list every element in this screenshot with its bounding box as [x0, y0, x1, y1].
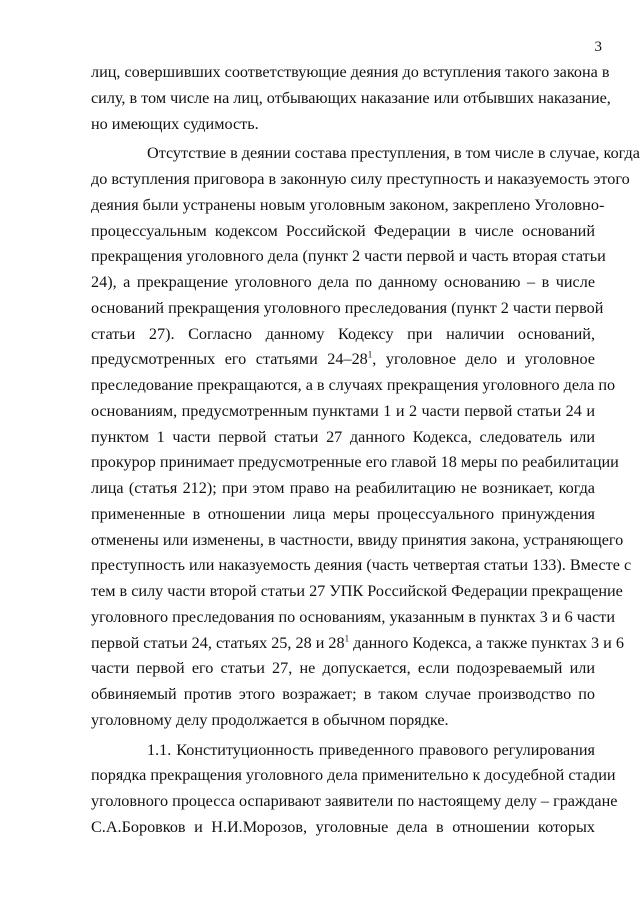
- text-fragment: , уголовное дело и уголовное: [372, 350, 595, 369]
- text-line: преступность или наказуемость деяния (часть четвертая статьи 133). Вместе с: [91, 556, 632, 575]
- text-line: части первой его статьи 27, не допускается, если подозреваемый или: [91, 659, 595, 678]
- text-line: уголовному делу продолжается в обычном порядке.: [91, 710, 449, 729]
- text-line: отменены или изменены, в частности, ввиду принятия закона, устраняющего: [91, 530, 624, 549]
- text-line: уголовного процесса оспаривают заявители по настоящему делу – граждане: [91, 792, 618, 810]
- superscript: 1: [367, 349, 373, 360]
- text-line: до вступления приговора в законную силу преступность и наказуемость этого: [91, 170, 630, 188]
- text-fragment: предусмотренных его статьями 24–28: [91, 350, 368, 369]
- text-line: преследование прекращаются, а в случаях прекращения уголовного дела по: [91, 376, 616, 394]
- document-body: [91, 60, 640, 841]
- text-line: С.А.Боровков и Н.И.Морозов, уголовные дела в отношении которых: [91, 817, 595, 836]
- text-line: оснований прекращения уголовного преследования (пункт 2 части первой: [91, 298, 604, 317]
- text-line: лиц, совершивших соответствующие деяния до вступления такого закона в: [91, 63, 610, 81]
- text-line: процессуальным кодексом Российской Федерации в числе оснований: [91, 221, 595, 240]
- text-line: прокурор принимает предусмотренные его главой 18 меры по реабилитации: [91, 453, 619, 472]
- text-line: примененные в отношении лица меры процессуального принуждения: [91, 504, 595, 523]
- text-line: прекращения уголовного дела (пункт 2 части первой и часть вторая статьи: [91, 247, 606, 266]
- text-fragment: данного Кодекса, а также пунктах 3 и 6: [349, 633, 624, 652]
- text-line-with-superscript: [91, 631, 624, 657]
- text-line-with-superscript: [91, 347, 595, 373]
- text-line: статьи 27). Согласно данному Кодексу при наличии оснований,: [91, 324, 595, 343]
- text-line: силу, в том числе на лиц, отбывающих наказание или отбывших наказание,: [91, 88, 611, 107]
- text-line: деяния были устранены новым уголовным законом, закреплено Уголовно-: [91, 195, 605, 214]
- text-line: но имеющих судимость.: [91, 114, 259, 133]
- text-line: лица (статья 212); при этом право на реабилитацию не возникает, когда: [91, 479, 595, 497]
- text-line: 24), а прекращение уголовного дела по данному основанию – в числе: [91, 273, 595, 291]
- text-fragment: первой статьи 24, статьях 25, 28 и 28: [91, 633, 345, 652]
- paragraph-first-line: Отсутствие в деянии состава преступления, в том числе в случае, когда: [147, 144, 640, 163]
- page-number: 3: [594, 39, 602, 55]
- paragraph-first-line: 1.1. Конституционность приведенного правового регулирования: [147, 740, 595, 759]
- text-line: пунктом 1 части первой статьи 27 данного Кодекса, следователь или: [91, 427, 595, 446]
- text-line: порядка прекращения уголовного дела применительно к досудебной стадии: [91, 766, 616, 785]
- superscript: 1: [344, 633, 350, 644]
- text-line: основаниям, предусмотренным пунктами 1 и 2 части первой статьи 24 и: [91, 401, 595, 420]
- text-line: тем в силу части второй статьи 27 УПК Российской Федерации прекращение: [91, 582, 623, 600]
- text-line: уголовного преследования по основаниям, указанным в пунктах 3 и 6 части: [91, 607, 616, 626]
- text-line: обвиняемый против этого возражает; в таком случае производство по: [91, 685, 595, 703]
